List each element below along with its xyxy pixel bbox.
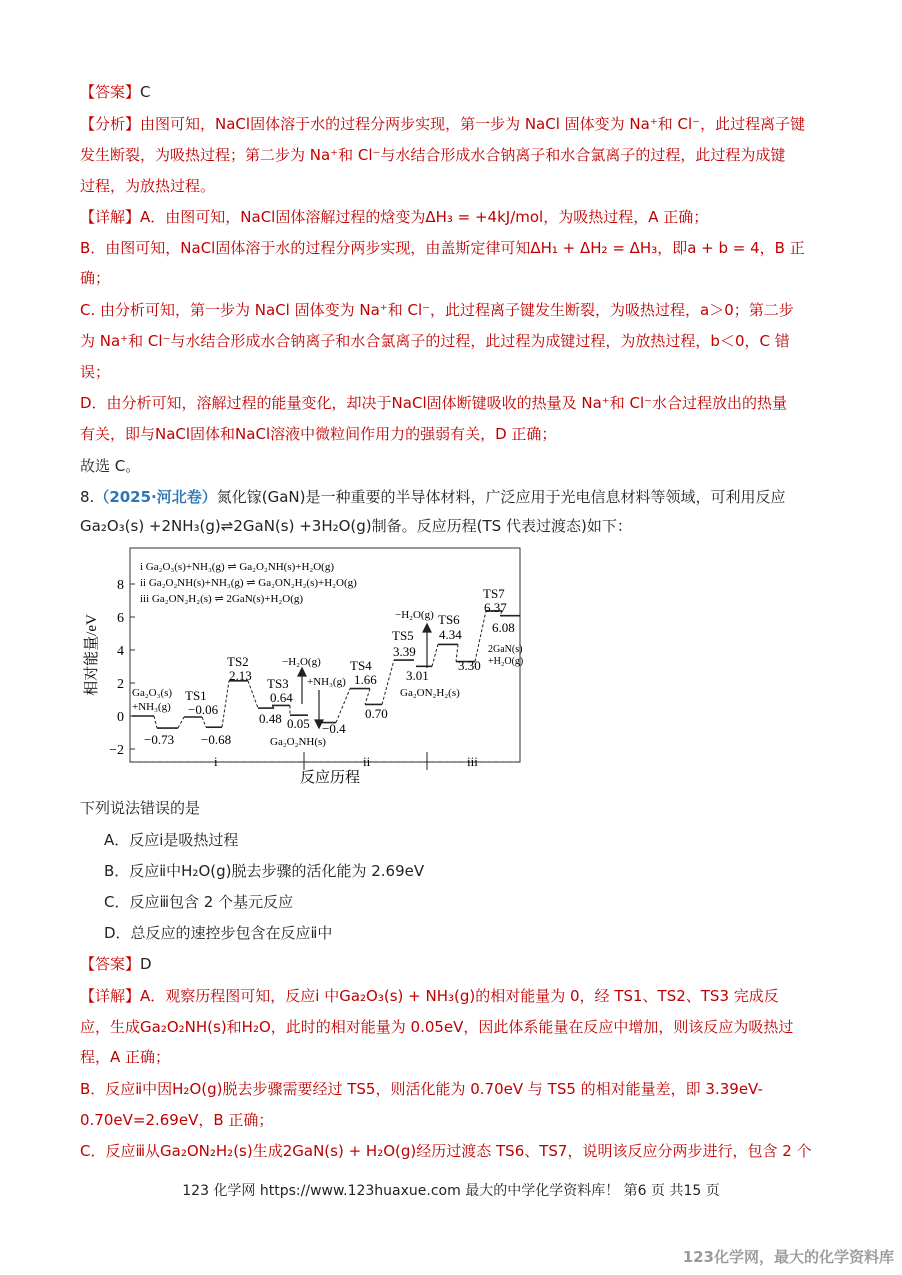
detail2-a1-text: A．观察历程图可知，反应ⅰ 中Ga₂O₃(s) + NH₃(g)的相对能量为 0，经 TS1、TS2、TS3 完成反 xyxy=(140,987,779,1005)
page-footer: 123 化学网 https://www.123huaxue.com 最大的中学化学资料库！ 第6 页 共15 页 xyxy=(182,1183,720,1199)
detail1-line-d1: D．由分析可知，溶解过程的能量变化，却决于NaCl固体断键吸收的热量及 Na⁺和 Cl⁻水合过程放出的热量 xyxy=(80,394,788,412)
label-ts1-value: −0.06 xyxy=(188,702,219,717)
detail2-line-b1: B．反应ⅱ中因H₂O(g)脱去步骤需要经过 TS5，则活化能为 0.70eV 与 TS5 的相对能量差，即 3.39eV- xyxy=(80,1080,763,1098)
detail1-line-b2: 确； xyxy=(80,269,111,287)
label-ts6-value: 4.34 xyxy=(439,627,462,642)
detail1-line-c3: 误； xyxy=(80,363,111,381)
q8-text-1: 氮化镓(GaN)是一种重要的半导体材料，广泛应用于光电信息材料等领域，可利用反应 xyxy=(216,488,786,506)
label-m2: −0.68 xyxy=(201,732,232,747)
y-tick-label: −2 xyxy=(109,743,124,758)
label-ts5: TS5 xyxy=(392,628,414,643)
answer-value: C xyxy=(140,83,151,101)
energy-connector xyxy=(222,681,229,727)
label-start-2: +NH₃(g) xyxy=(132,701,171,713)
option-c: C．反应ⅲ包含 2 个基元反应 xyxy=(104,893,294,911)
answer2-value: D xyxy=(140,955,152,973)
detail1-line-d2: 有关，即与NaCl固体和NaCl溶液中微粒间作用力的强弱有关，D 正确； xyxy=(80,425,557,443)
stage-label-ii: ii xyxy=(363,754,371,769)
stage-label-iii: iii xyxy=(467,754,478,769)
detail1-line-a1 xyxy=(80,207,825,227)
energy-connector xyxy=(178,717,184,728)
watermark: 123化学网，最大的化学资料库 xyxy=(682,1248,894,1266)
label-ts7: TS7 xyxy=(483,586,505,601)
q8-number: 8. xyxy=(80,488,95,506)
legend xyxy=(140,561,357,605)
label-ts6: TS6 xyxy=(438,612,460,627)
y-tick-label: 8 xyxy=(117,578,124,593)
q8-line-2: Ga₂O₃(s) +2NH₃(g)⇌2GaN(s) +3H₂O(g)制备。反应历程(TS 代表过渡态)如下： xyxy=(80,517,632,535)
q8-prompt: 下列说法错误的是 xyxy=(80,799,201,817)
label-ts2: TS2 xyxy=(227,654,249,669)
y-tick-label: 0 xyxy=(117,710,124,725)
analysis-line-3: 过程，为放热过程。 xyxy=(80,177,216,195)
label-ts2-value: 2.13 xyxy=(229,668,252,683)
energy-connector xyxy=(202,717,206,727)
label-m1: −0.73 xyxy=(144,732,175,747)
answer2-tag: 【答案】 xyxy=(80,955,141,973)
label-int2: Ga₂ON₂H₂(s) xyxy=(400,687,460,699)
analysis-tag: 【分析】 xyxy=(80,115,141,133)
detail1-line-c1: C. 由分析可知，第一步为 NaCl 固体变为 Na⁺和 Cl⁻，此过程离子键发生断裂，为吸热过程，a＞0；第二步 xyxy=(80,301,794,319)
q8-line-1 xyxy=(80,487,825,507)
analysis-line-2: 发生断裂，为吸热过程；第二步为 Na⁺和 Cl⁻与水结合形成水合钠离子和水合氯离子的过程，此过程为成键 xyxy=(80,146,786,164)
label-int1: Ga₂O₂NH(s) xyxy=(270,736,326,748)
x-axis-label: 反应历程 xyxy=(299,770,361,786)
label-m6: 0.70 xyxy=(365,706,388,721)
y-axis xyxy=(109,578,135,758)
energy-connector xyxy=(382,660,394,704)
analysis-text-1: 由图可知，NaCl固体溶于水的过程分两步实现，第一步为 NaCl 固体变为 Na⁺和 Cl⁻，此过程离子键 xyxy=(140,115,806,133)
label-ts3-value: 0.64 xyxy=(270,690,293,705)
label-minus-h2o-1: −H₂O(g) xyxy=(282,656,321,668)
detail2-line-a1 xyxy=(80,986,825,1006)
label-end-sp1: 2GaN(s) xyxy=(488,644,523,655)
y-tick-label: 6 xyxy=(117,611,124,626)
label-ts7-value: 6.37 xyxy=(484,600,507,615)
detail1-tag: 【详解】 xyxy=(80,208,141,226)
y-tick-label: 2 xyxy=(117,677,124,692)
detail2-line-b2: 0.70eV=2.69eV，B 正确； xyxy=(80,1111,274,1129)
option-d: D．总反应的速控步包含在反应ⅱ中 xyxy=(104,924,333,942)
detail1-a1-text: A．由图可知，NaCl固体溶解过程的焓变为ΔH₃ = +4kJ/mol，为吸热过程，A 正确； xyxy=(140,208,709,226)
detail2-tag: 【详解】 xyxy=(80,987,141,1005)
energy-connector xyxy=(432,644,438,666)
energy-connector xyxy=(154,716,157,728)
energy-connector xyxy=(336,689,350,723)
detail2-line-a2: 应，生成Ga₂O₂NH(s)和H₂O，此时的相对能量为 0.05eV，因此体系能量在反应中增加，则该反应为吸热过 xyxy=(80,1018,794,1036)
label-minus-h2o-2: −H₂O(g) xyxy=(395,609,434,621)
analysis-line-1 xyxy=(80,114,825,134)
point-labels xyxy=(132,586,523,748)
label-m3: 0.48 xyxy=(259,711,282,726)
answer-tag: 【答案】 xyxy=(80,83,141,101)
detail1-line-c2: 为 Na⁺和 Cl⁻与水结合形成水合钠离子和水合氯离子的过程，此过程为成键过程，为放热过程，b＜0，C 错 xyxy=(80,332,790,350)
detail1-choose: 故选 C。 xyxy=(80,457,141,475)
label-m7: 3.01 xyxy=(406,668,429,683)
q8-source: （2025·河北卷） xyxy=(94,488,217,506)
stage-bar xyxy=(130,752,520,770)
legend-item-i: i Ga₂O₃(s)+NH₃(g) ⇌ Ga₂O₂NH(s)+H₂O(g) xyxy=(140,561,335,573)
energy-connector xyxy=(475,611,486,662)
answer-line-1 xyxy=(80,82,825,102)
arrow-head-3 xyxy=(423,624,431,632)
energy-connector xyxy=(248,681,258,708)
label-ts1: TS1 xyxy=(185,688,207,703)
legend-item-ii: ii Ga₂O₂NH(s)+NH₃(g) ⇌ Ga₂ON₂H₂(s)+H₂O(g) xyxy=(140,577,357,589)
label-ts3: TS3 xyxy=(267,676,289,691)
label-ts5-value: 3.39 xyxy=(393,644,416,659)
label-start-1: Ga₂O₃(s) xyxy=(132,687,173,699)
label-m4: 0.05 xyxy=(287,716,310,731)
option-b: B．反应ⅱ中H₂O(g)脱去步骤的活化能为 2.69eV xyxy=(104,862,425,880)
label-end-sp2: +H₂O(g) xyxy=(488,656,524,667)
stage-label-i: i xyxy=(214,754,218,769)
label-m5: −0.4 xyxy=(322,721,346,736)
energy-connector xyxy=(365,689,370,705)
label-plus-nh3: +NH₃(g) xyxy=(307,676,346,688)
detail2-line-c1: C．反应ⅲ从Ga₂ON₂H₂(s)生成2GaN(s) + H₂O(g)经历过渡态 TS6、TS7，说明该反应分两步进行，包含 2 个 xyxy=(80,1142,812,1160)
detail1-line-b1: B．由图可知，NaCl固体溶于水的过程分两步实现，由盖斯定律可知ΔH₁ + ΔH₂ = ΔH₃，即a + b = 4，B 正 xyxy=(80,239,805,257)
label-end: 6.08 xyxy=(492,620,515,635)
label-ts4-value: 1.66 xyxy=(354,672,377,687)
legend-item-iii: iii Ga₂ON₂H₂(s) ⇌ 2GaN(s)+H₂O(g) xyxy=(140,593,304,605)
answer-line-2 xyxy=(80,954,825,974)
label-m8: 3.30 xyxy=(458,658,481,673)
y-tick-label: 4 xyxy=(117,644,124,659)
arrow-head-1 xyxy=(298,668,306,676)
label-ts4: TS4 xyxy=(350,658,372,673)
detail2-line-a3: 程，A 正确； xyxy=(80,1048,171,1066)
energy-profile-chart xyxy=(82,540,524,786)
option-a: A．反应ⅰ是吸热过程 xyxy=(104,831,239,849)
y-axis-label: 相对能量/eV xyxy=(84,614,100,696)
